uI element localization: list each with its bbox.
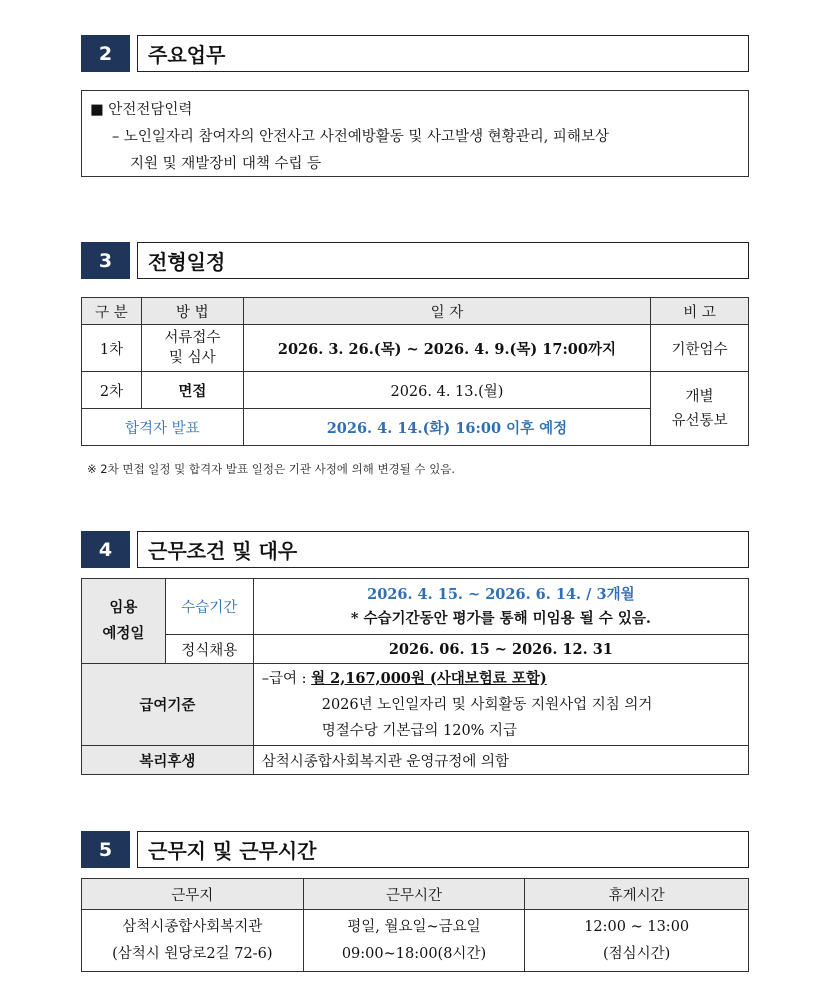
salary-value-cell (253, 664, 748, 746)
section-number: 2 (81, 35, 130, 72)
hours-cell (303, 910, 525, 972)
break-line: (점심시간) (603, 945, 671, 962)
section-title: 근무조건 및 대우 (137, 531, 749, 568)
method-cell (141, 325, 243, 372)
place-line: 삼척시종합사회복지관 (122, 918, 263, 935)
stage-cell: 2차 (82, 372, 142, 409)
table-row (82, 664, 749, 746)
header-cell: 휴게시간 (525, 879, 749, 910)
stage-cell: 1차 (82, 325, 142, 372)
probation-note: * 수습기간동안 평가를 통해 미임용 될 수 있음. (350, 609, 651, 627)
appoint-line: 임용 (109, 599, 138, 616)
schedule-table (81, 297, 749, 446)
salary-line: 명절수당 기본급의 120% 지급 (321, 722, 518, 739)
table-row (82, 635, 749, 664)
section-header-5 (81, 831, 749, 868)
header-cell: 근무지 (82, 879, 304, 910)
salary-label-cell: 급여기준 (82, 664, 254, 746)
method-line: 서류접수 (164, 330, 221, 346)
table-row (82, 910, 749, 972)
section-number: 3 (81, 242, 130, 279)
header-cell: 비 고 (651, 298, 749, 325)
appoint-label-cell (82, 579, 166, 664)
section-title: 주요업무 (137, 35, 749, 72)
probation-period: 2026. 4. 15. ~ 2026. 6. 14. / 3개월 (367, 585, 635, 603)
hours-line: 09:00~18:00(8시간) (341, 945, 487, 962)
probation-label-cell: 수습기간 (165, 579, 253, 635)
salary-amount: 월 2,167,000원 (사대보험료 포함) (311, 669, 547, 687)
table-row (82, 325, 749, 372)
place-cell (82, 910, 304, 972)
section-header-3 (81, 242, 749, 279)
note-cell (651, 372, 749, 446)
note-line: 개별 (685, 388, 714, 405)
welfare-value-cell: 삼척시종합사회복지관 운영규정에 의함 (253, 746, 748, 775)
date-cell: 2026. 3. 26.(목) ~ 2026. 4. 9.(목) 17:00까지 (243, 325, 650, 372)
section-title: 전형일정 (137, 242, 749, 279)
break-cell (525, 910, 749, 972)
table-row (82, 409, 749, 446)
note-cell: 기한엄수 (651, 325, 749, 372)
conditions-table (81, 578, 749, 775)
result-date-cell: 2026. 4. 14.(화) 16:00 이후 예정 (243, 409, 650, 446)
duty-heading: ■ 안전전담인력 (90, 102, 193, 118)
table-row (82, 372, 749, 409)
header-cell: 일 자 (243, 298, 650, 325)
table-header-row (82, 879, 749, 910)
section-number: 5 (81, 831, 130, 868)
table-row (82, 579, 749, 635)
break-line: 12:00 ~ 13:00 (584, 918, 690, 935)
appoint-line: 예정일 (102, 625, 145, 642)
duties-box (81, 90, 749, 177)
worksite-table (81, 878, 749, 972)
header-cell: 근무시간 (303, 879, 525, 910)
hours-line: 평일, 월요일~금요일 (347, 918, 481, 935)
date-cell: 2026. 4. 13.(월) (243, 372, 650, 409)
place-line: (삼척시 원당로2길 72-6) (112, 945, 273, 962)
table-header-row (82, 298, 749, 325)
salary-prefix: –급여 : (261, 670, 312, 687)
welfare-label-cell: 복리후생 (82, 746, 254, 775)
header-cell: 방 법 (141, 298, 243, 325)
section-header-4 (81, 531, 749, 568)
section-number: 4 (81, 531, 130, 568)
table-row (82, 746, 749, 775)
salary-line (262, 666, 748, 692)
regular-label-cell: 정식채용 (165, 635, 253, 664)
duty-line-1: – 노인일자리 참여자의 안전사고 사전예방활동 및 사고발생 현황관리, 피해보상 (112, 129, 609, 145)
note-line: 유선통보 (671, 412, 728, 429)
result-label-cell: 합격자 발표 (82, 409, 244, 446)
probation-value-cell (253, 579, 748, 635)
method-cell: 면접 (141, 372, 243, 409)
duty-line-2: 지원 및 재발장비 대책 수립 등 (130, 156, 322, 172)
method-line: 및 심사 (169, 350, 216, 366)
section-title: 근무지 및 근무시간 (137, 831, 749, 868)
schedule-footnote: ※ 2차 면접 일정 및 합격자 발표 일정은 기관 사정에 의해 변경될 수 있음. (87, 462, 456, 476)
section-header-2 (81, 35, 749, 72)
regular-value-cell: 2026. 06. 15 ~ 2026. 12. 31 (253, 635, 748, 664)
salary-line: 2026년 노인일자리 및 사회활동 지원사업 지침 의거 (321, 696, 653, 713)
header-cell: 구 분 (82, 298, 142, 325)
